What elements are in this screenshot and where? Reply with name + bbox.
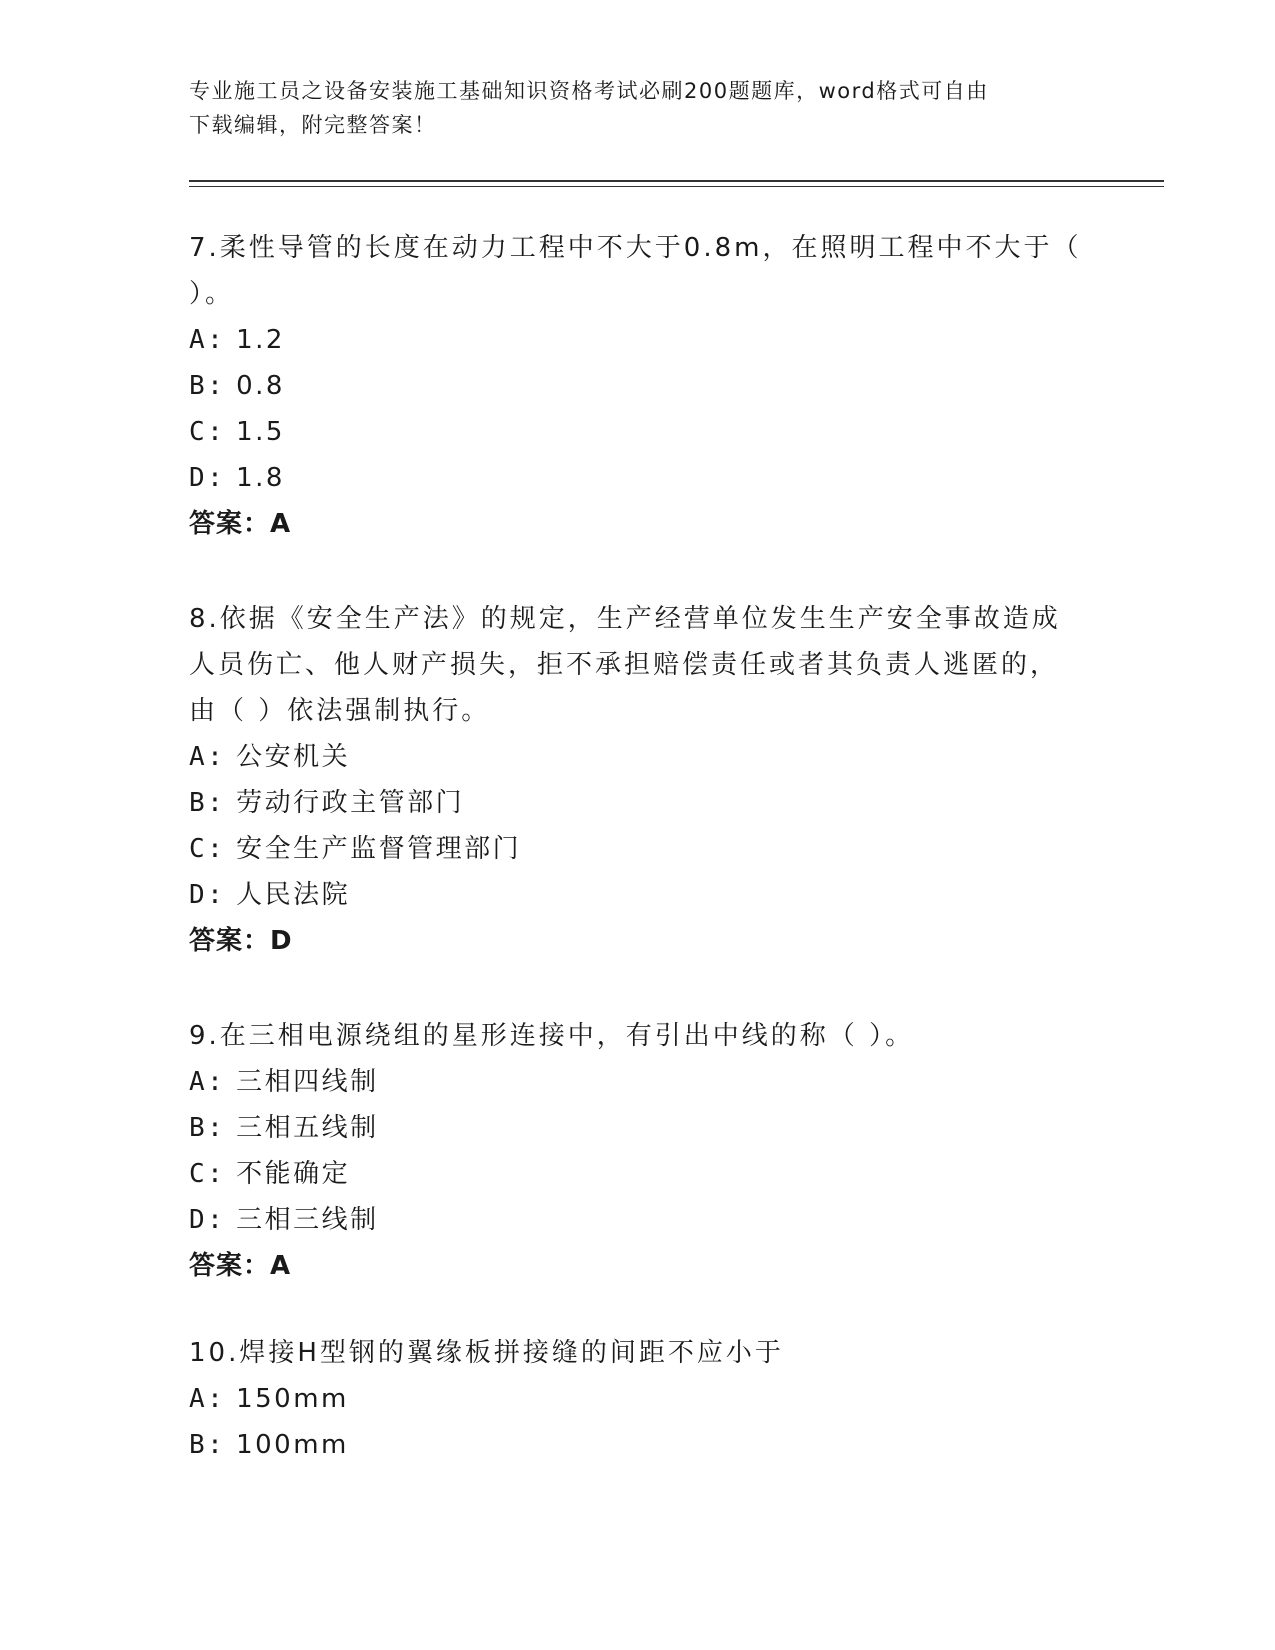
option-d <box>189 1197 1089 1243</box>
option-text: 不能确定 <box>236 1159 351 1189</box>
option-text: 150mm <box>236 1384 349 1414</box>
question-7 <box>189 225 1089 547</box>
option-key: B: <box>189 371 226 401</box>
answer: 答案：A <box>189 509 292 539</box>
document-header <box>189 74 1089 142</box>
option-text: 人民法院 <box>236 880 351 910</box>
option-text: 三相五线制 <box>236 1113 379 1143</box>
answer: 答案：D <box>189 926 293 956</box>
option-a <box>189 317 1089 363</box>
option-text: 1.8 <box>236 463 285 493</box>
option-key: B: <box>189 1113 226 1143</box>
option-c <box>189 826 1089 872</box>
option-text: 劳动行政主管部门 <box>236 788 465 818</box>
option-c <box>189 1151 1089 1197</box>
option-key: D: <box>189 1205 226 1235</box>
option-key: A: <box>189 1384 226 1414</box>
header-line-1: 专业施工员之设备安装施工基础知识资格考试必刷200题题库，word格式可自由 <box>189 79 989 103</box>
header-rule-thick <box>189 180 1164 182</box>
option-key: A: <box>189 742 226 772</box>
option-c <box>189 409 1089 455</box>
option-b <box>189 1422 1089 1468</box>
header-rule-thin <box>189 186 1164 187</box>
question-text: 8.依据《安全生产法》的规定，生产经营单位发生生产安全事故造成 人员伤亡、他人财产损失，拒不承担赔偿责任或者其负责人逃匿的， 由（ ）依法强制执行。 <box>189 604 1061 726</box>
question-9 <box>189 1013 1089 1289</box>
question-8 <box>189 596 1089 964</box>
option-d <box>189 872 1089 918</box>
option-text: 三相四线制 <box>236 1067 379 1097</box>
option-b <box>189 1105 1089 1151</box>
header-line-2: 下载编辑，附完整答案！ <box>189 113 437 137</box>
option-text: 1.2 <box>236 325 285 355</box>
option-key: C: <box>189 834 226 864</box>
option-text: 0.8 <box>236 371 285 401</box>
option-b <box>189 363 1089 409</box>
answer: 答案：A <box>189 1251 292 1281</box>
option-text: 100mm <box>236 1430 349 1460</box>
option-key: C: <box>189 417 226 447</box>
option-text: 三相三线制 <box>236 1205 379 1235</box>
option-key: A: <box>189 325 226 355</box>
option-a <box>189 734 1089 780</box>
option-key: B: <box>189 788 226 818</box>
option-a <box>189 1376 1089 1422</box>
question-text: 10.焊接H型钢的翼缘板拼接缝的间距不应小于 <box>189 1338 784 1368</box>
question-text: 9.在三相电源绕组的星形连接中，有引出中线的称（ ）。 <box>189 1021 915 1051</box>
option-text: 公安机关 <box>236 742 351 772</box>
option-key: D: <box>189 463 226 493</box>
option-key: C: <box>189 1159 226 1189</box>
option-text: 安全生产监督管理部门 <box>236 834 522 864</box>
option-text: 1.5 <box>236 417 285 447</box>
option-key: B: <box>189 1430 226 1460</box>
option-key: D: <box>189 880 226 910</box>
option-a <box>189 1059 1089 1105</box>
option-key: A: <box>189 1067 226 1097</box>
option-b <box>189 780 1089 826</box>
option-d <box>189 455 1089 501</box>
question-10 <box>189 1330 1089 1468</box>
question-text: 7.柔性导管的长度在动力工程中不大于0.8m，在照明工程中不大于（ ）。 <box>189 233 1082 309</box>
